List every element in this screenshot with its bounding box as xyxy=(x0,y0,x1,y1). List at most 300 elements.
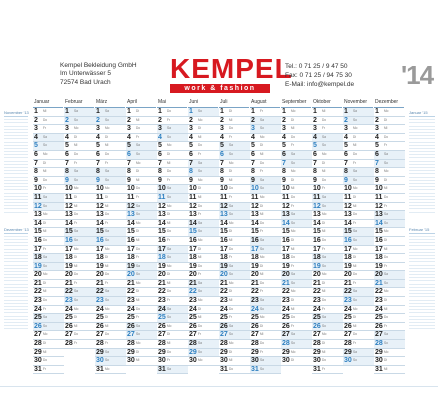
day-cell[interactable] xyxy=(64,254,95,263)
day-cell[interactable] xyxy=(157,125,188,134)
day-cell[interactable] xyxy=(64,168,95,177)
day-cell[interactable] xyxy=(157,323,188,332)
day-cell[interactable] xyxy=(343,323,374,332)
day-cell[interactable] xyxy=(312,117,343,126)
day-cell[interactable] xyxy=(126,349,157,358)
day-cell[interactable] xyxy=(343,288,374,297)
day-cell[interactable] xyxy=(281,288,312,297)
day-cell[interactable] xyxy=(64,263,95,272)
day-cell[interactable] xyxy=(33,331,64,340)
day-cell[interactable] xyxy=(64,228,95,237)
day-cell[interactable] xyxy=(312,263,343,272)
day-cell[interactable] xyxy=(281,246,312,255)
day-cell[interactable] xyxy=(250,228,281,237)
day-cell[interactable] xyxy=(95,340,126,349)
day-cell[interactable] xyxy=(250,194,281,203)
day-cell[interactable] xyxy=(343,357,374,366)
day-cell[interactable] xyxy=(126,288,157,297)
day-cell[interactable] xyxy=(188,237,219,246)
day-cell[interactable] xyxy=(95,125,126,134)
day-cell[interactable] xyxy=(219,306,250,315)
day-cell[interactable] xyxy=(281,340,312,349)
day-cell[interactable] xyxy=(95,228,126,237)
day-cell[interactable] xyxy=(374,349,405,358)
day-cell[interactable] xyxy=(33,168,64,177)
day-cell[interactable] xyxy=(95,314,126,323)
day-cell[interactable] xyxy=(374,220,405,229)
day-cell[interactable] xyxy=(95,254,126,263)
day-cell[interactable] xyxy=(157,151,188,160)
day-cell[interactable] xyxy=(188,263,219,272)
day-cell[interactable] xyxy=(157,220,188,229)
day-cell[interactable] xyxy=(188,177,219,186)
day-cell[interactable] xyxy=(126,246,157,255)
day-cell[interactable] xyxy=(126,185,157,194)
day-cell[interactable] xyxy=(64,194,95,203)
day-cell[interactable] xyxy=(250,134,281,143)
day-cell[interactable] xyxy=(250,280,281,289)
day-cell[interactable] xyxy=(64,297,95,306)
day-cell[interactable] xyxy=(126,254,157,263)
day-cell[interactable] xyxy=(343,228,374,237)
day-cell[interactable] xyxy=(250,220,281,229)
day-cell[interactable] xyxy=(126,263,157,272)
day-cell[interactable] xyxy=(281,134,312,143)
day-cell[interactable] xyxy=(126,340,157,349)
day-cell[interactable] xyxy=(250,246,281,255)
day-cell[interactable] xyxy=(250,263,281,272)
day-cell[interactable] xyxy=(33,220,64,229)
day-cell[interactable] xyxy=(64,117,95,126)
day-cell[interactable] xyxy=(312,314,343,323)
day-cell[interactable] xyxy=(157,203,188,212)
day-cell[interactable] xyxy=(188,220,219,229)
day-cell[interactable] xyxy=(281,211,312,220)
day-cell[interactable] xyxy=(95,142,126,151)
day-cell[interactable] xyxy=(188,134,219,143)
day-cell[interactable] xyxy=(126,160,157,169)
day-cell[interactable] xyxy=(188,323,219,332)
day-cell[interactable] xyxy=(312,220,343,229)
day-cell[interactable] xyxy=(64,340,95,349)
day-cell[interactable] xyxy=(374,366,405,375)
day-cell[interactable] xyxy=(343,237,374,246)
day-cell[interactable] xyxy=(281,220,312,229)
day-cell[interactable] xyxy=(343,280,374,289)
day-cell[interactable] xyxy=(95,185,126,194)
day-cell[interactable] xyxy=(64,203,95,212)
day-cell[interactable] xyxy=(157,288,188,297)
day-cell[interactable] xyxy=(95,263,126,272)
day-cell[interactable] xyxy=(343,297,374,306)
day-cell[interactable] xyxy=(281,160,312,169)
day-cell[interactable] xyxy=(33,228,64,237)
day-cell[interactable] xyxy=(343,220,374,229)
day-cell[interactable] xyxy=(188,246,219,255)
day-cell[interactable] xyxy=(33,237,64,246)
day-cell[interactable] xyxy=(95,237,126,246)
day-cell[interactable] xyxy=(157,349,188,358)
day-cell[interactable] xyxy=(219,340,250,349)
day-cell[interactable] xyxy=(64,185,95,194)
day-cell[interactable] xyxy=(95,108,126,117)
day-cell[interactable] xyxy=(281,237,312,246)
day-cell[interactable] xyxy=(33,142,64,151)
day-cell[interactable] xyxy=(312,168,343,177)
day-cell[interactable] xyxy=(250,211,281,220)
day-cell[interactable] xyxy=(33,271,64,280)
day-cell[interactable] xyxy=(126,177,157,186)
day-cell[interactable] xyxy=(250,151,281,160)
day-cell[interactable] xyxy=(343,263,374,272)
day-cell[interactable] xyxy=(188,357,219,366)
day-cell[interactable] xyxy=(126,194,157,203)
day-cell[interactable] xyxy=(33,366,64,375)
day-cell[interactable] xyxy=(343,185,374,194)
day-cell[interactable] xyxy=(219,246,250,255)
day-cell[interactable] xyxy=(343,142,374,151)
day-cell[interactable] xyxy=(219,237,250,246)
day-cell[interactable] xyxy=(126,237,157,246)
day-cell[interactable] xyxy=(95,151,126,160)
day-cell[interactable] xyxy=(219,228,250,237)
day-cell[interactable] xyxy=(219,349,250,358)
day-cell[interactable] xyxy=(312,185,343,194)
day-cell[interactable] xyxy=(95,357,126,366)
day-cell[interactable] xyxy=(126,108,157,117)
day-cell[interactable] xyxy=(374,203,405,212)
day-cell[interactable] xyxy=(64,306,95,315)
day-cell[interactable] xyxy=(33,117,64,126)
day-cell[interactable] xyxy=(250,108,281,117)
day-cell[interactable] xyxy=(219,168,250,177)
day-cell[interactable] xyxy=(126,228,157,237)
day-cell[interactable] xyxy=(126,220,157,229)
day-cell[interactable] xyxy=(250,357,281,366)
day-cell[interactable] xyxy=(95,297,126,306)
day-cell[interactable] xyxy=(312,331,343,340)
day-cell[interactable] xyxy=(188,203,219,212)
day-cell[interactable] xyxy=(157,297,188,306)
day-cell[interactable] xyxy=(219,177,250,186)
day-cell[interactable] xyxy=(157,306,188,315)
day-cell[interactable] xyxy=(281,168,312,177)
day-cell[interactable] xyxy=(33,125,64,134)
day-cell[interactable] xyxy=(281,254,312,263)
day-cell[interactable] xyxy=(64,134,95,143)
day-cell[interactable] xyxy=(126,203,157,212)
day-cell[interactable] xyxy=(219,280,250,289)
day-cell[interactable] xyxy=(343,168,374,177)
day-cell[interactable] xyxy=(343,306,374,315)
day-cell[interactable] xyxy=(33,194,64,203)
day-cell[interactable] xyxy=(157,280,188,289)
day-cell[interactable] xyxy=(126,134,157,143)
day-cell[interactable] xyxy=(281,117,312,126)
day-cell[interactable] xyxy=(281,142,312,151)
day-cell[interactable] xyxy=(188,194,219,203)
day-cell[interactable] xyxy=(95,168,126,177)
day-cell[interactable] xyxy=(250,297,281,306)
day-cell[interactable] xyxy=(188,306,219,315)
day-cell[interactable] xyxy=(64,125,95,134)
day-cell[interactable] xyxy=(64,160,95,169)
day-cell[interactable] xyxy=(281,280,312,289)
day-cell[interactable] xyxy=(64,237,95,246)
day-cell[interactable] xyxy=(312,357,343,366)
day-cell[interactable] xyxy=(219,203,250,212)
day-cell[interactable] xyxy=(312,349,343,358)
day-cell[interactable] xyxy=(250,331,281,340)
day-cell[interactable] xyxy=(281,177,312,186)
day-cell[interactable] xyxy=(374,134,405,143)
day-cell[interactable] xyxy=(126,357,157,366)
day-cell[interactable] xyxy=(312,228,343,237)
day-cell[interactable] xyxy=(33,306,64,315)
day-cell[interactable] xyxy=(250,237,281,246)
day-cell[interactable] xyxy=(374,306,405,315)
day-cell[interactable] xyxy=(188,185,219,194)
day-cell[interactable] xyxy=(374,185,405,194)
day-cell[interactable] xyxy=(188,117,219,126)
day-cell[interactable] xyxy=(157,211,188,220)
day-cell[interactable] xyxy=(157,246,188,255)
day-cell[interactable] xyxy=(374,151,405,160)
day-cell[interactable] xyxy=(281,349,312,358)
day-cell[interactable] xyxy=(95,220,126,229)
day-cell[interactable] xyxy=(312,340,343,349)
day-cell[interactable] xyxy=(64,246,95,255)
day-cell[interactable] xyxy=(64,151,95,160)
day-cell[interactable] xyxy=(374,280,405,289)
day-cell[interactable] xyxy=(95,306,126,315)
day-cell[interactable] xyxy=(33,151,64,160)
day-cell[interactable] xyxy=(343,314,374,323)
day-cell[interactable] xyxy=(312,288,343,297)
day-cell[interactable] xyxy=(33,297,64,306)
day-cell[interactable] xyxy=(343,331,374,340)
day-cell[interactable] xyxy=(219,220,250,229)
day-cell[interactable] xyxy=(188,297,219,306)
day-cell[interactable] xyxy=(343,340,374,349)
day-cell[interactable] xyxy=(157,168,188,177)
day-cell[interactable] xyxy=(157,134,188,143)
day-cell[interactable] xyxy=(188,160,219,169)
day-cell[interactable] xyxy=(250,314,281,323)
day-cell[interactable] xyxy=(219,288,250,297)
day-cell[interactable] xyxy=(95,177,126,186)
day-cell[interactable] xyxy=(312,203,343,212)
day-cell[interactable] xyxy=(281,323,312,332)
day-cell[interactable] xyxy=(281,331,312,340)
day-cell[interactable] xyxy=(374,323,405,332)
day-cell[interactable] xyxy=(33,314,64,323)
day-cell[interactable] xyxy=(126,280,157,289)
day-cell[interactable] xyxy=(312,151,343,160)
day-cell[interactable] xyxy=(250,117,281,126)
day-cell[interactable] xyxy=(343,203,374,212)
day-cell[interactable] xyxy=(250,340,281,349)
day-cell[interactable] xyxy=(250,366,281,375)
day-cell[interactable] xyxy=(64,314,95,323)
day-cell[interactable] xyxy=(312,108,343,117)
day-cell[interactable] xyxy=(188,151,219,160)
day-cell[interactable] xyxy=(33,134,64,143)
day-cell[interactable] xyxy=(219,357,250,366)
day-cell[interactable] xyxy=(281,151,312,160)
day-cell[interactable] xyxy=(95,271,126,280)
day-cell[interactable] xyxy=(188,349,219,358)
day-cell[interactable] xyxy=(343,271,374,280)
day-cell[interactable] xyxy=(126,297,157,306)
day-cell[interactable] xyxy=(374,357,405,366)
day-cell[interactable] xyxy=(126,306,157,315)
day-cell[interactable] xyxy=(64,220,95,229)
day-cell[interactable] xyxy=(312,280,343,289)
day-cell[interactable] xyxy=(95,194,126,203)
day-cell[interactable] xyxy=(126,211,157,220)
day-cell[interactable] xyxy=(157,177,188,186)
day-cell[interactable] xyxy=(250,125,281,134)
day-cell[interactable] xyxy=(374,254,405,263)
day-cell[interactable] xyxy=(33,254,64,263)
day-cell[interactable] xyxy=(95,246,126,255)
day-cell[interactable] xyxy=(188,168,219,177)
day-cell[interactable] xyxy=(188,228,219,237)
day-cell[interactable] xyxy=(157,331,188,340)
day-cell[interactable] xyxy=(250,203,281,212)
day-cell[interactable] xyxy=(157,194,188,203)
day-cell[interactable] xyxy=(312,134,343,143)
day-cell[interactable] xyxy=(250,349,281,358)
day-cell[interactable] xyxy=(374,108,405,117)
day-cell[interactable] xyxy=(281,306,312,315)
day-cell[interactable] xyxy=(219,254,250,263)
day-cell[interactable] xyxy=(126,271,157,280)
day-cell[interactable] xyxy=(64,108,95,117)
day-cell[interactable] xyxy=(64,211,95,220)
day-cell[interactable] xyxy=(281,203,312,212)
day-cell[interactable] xyxy=(64,331,95,340)
day-cell[interactable] xyxy=(33,357,64,366)
day-cell[interactable] xyxy=(126,168,157,177)
day-cell[interactable] xyxy=(126,151,157,160)
day-cell[interactable] xyxy=(219,331,250,340)
day-cell[interactable] xyxy=(250,177,281,186)
day-cell[interactable] xyxy=(64,280,95,289)
day-cell[interactable] xyxy=(64,177,95,186)
day-cell[interactable] xyxy=(126,117,157,126)
day-cell[interactable] xyxy=(157,108,188,117)
day-cell[interactable] xyxy=(343,160,374,169)
day-cell[interactable] xyxy=(188,331,219,340)
day-cell[interactable] xyxy=(64,142,95,151)
day-cell[interactable] xyxy=(374,340,405,349)
day-cell[interactable] xyxy=(250,306,281,315)
day-cell[interactable] xyxy=(343,194,374,203)
day-cell[interactable] xyxy=(312,160,343,169)
day-cell[interactable] xyxy=(188,271,219,280)
day-cell[interactable] xyxy=(95,134,126,143)
day-cell[interactable] xyxy=(188,125,219,134)
day-cell[interactable] xyxy=(374,142,405,151)
day-cell[interactable] xyxy=(343,125,374,134)
day-cell[interactable] xyxy=(95,211,126,220)
day-cell[interactable] xyxy=(95,160,126,169)
day-cell[interactable] xyxy=(33,288,64,297)
day-cell[interactable] xyxy=(64,323,95,332)
day-cell[interactable] xyxy=(157,142,188,151)
day-cell[interactable] xyxy=(343,151,374,160)
day-cell[interactable] xyxy=(312,271,343,280)
day-cell[interactable] xyxy=(250,271,281,280)
day-cell[interactable] xyxy=(374,271,405,280)
day-cell[interactable] xyxy=(95,323,126,332)
day-cell[interactable] xyxy=(312,177,343,186)
day-cell[interactable] xyxy=(343,108,374,117)
day-cell[interactable] xyxy=(312,246,343,255)
day-cell[interactable] xyxy=(343,349,374,358)
day-cell[interactable] xyxy=(312,366,343,375)
day-cell[interactable] xyxy=(95,117,126,126)
day-cell[interactable] xyxy=(188,340,219,349)
day-cell[interactable] xyxy=(157,237,188,246)
day-cell[interactable] xyxy=(250,254,281,263)
day-cell[interactable] xyxy=(374,194,405,203)
day-cell[interactable] xyxy=(374,211,405,220)
day-cell[interactable] xyxy=(33,280,64,289)
day-cell[interactable] xyxy=(126,142,157,151)
day-cell[interactable] xyxy=(219,117,250,126)
day-cell[interactable] xyxy=(219,185,250,194)
day-cell[interactable] xyxy=(281,125,312,134)
day-cell[interactable] xyxy=(343,177,374,186)
day-cell[interactable] xyxy=(219,297,250,306)
day-cell[interactable] xyxy=(312,297,343,306)
day-cell[interactable] xyxy=(157,263,188,272)
day-cell[interactable] xyxy=(64,288,95,297)
day-cell[interactable] xyxy=(126,323,157,332)
day-cell[interactable] xyxy=(188,254,219,263)
day-cell[interactable] xyxy=(312,306,343,315)
day-cell[interactable] xyxy=(281,108,312,117)
day-cell[interactable] xyxy=(374,288,405,297)
day-cell[interactable] xyxy=(157,228,188,237)
day-cell[interactable] xyxy=(157,160,188,169)
day-cell[interactable] xyxy=(33,263,64,272)
day-cell[interactable] xyxy=(33,340,64,349)
day-cell[interactable] xyxy=(343,211,374,220)
day-cell[interactable] xyxy=(33,108,64,117)
day-cell[interactable] xyxy=(374,314,405,323)
day-cell[interactable] xyxy=(281,357,312,366)
day-cell[interactable] xyxy=(33,323,64,332)
day-cell[interactable] xyxy=(95,280,126,289)
day-cell[interactable] xyxy=(219,194,250,203)
day-cell[interactable] xyxy=(250,168,281,177)
day-cell[interactable] xyxy=(33,185,64,194)
day-cell[interactable] xyxy=(219,314,250,323)
day-cell[interactable] xyxy=(33,246,64,255)
day-cell[interactable] xyxy=(219,211,250,220)
day-cell[interactable] xyxy=(312,194,343,203)
day-cell[interactable] xyxy=(374,237,405,246)
day-cell[interactable] xyxy=(219,125,250,134)
day-cell[interactable] xyxy=(95,349,126,358)
day-cell[interactable] xyxy=(312,211,343,220)
day-cell[interactable] xyxy=(312,142,343,151)
day-cell[interactable] xyxy=(281,228,312,237)
